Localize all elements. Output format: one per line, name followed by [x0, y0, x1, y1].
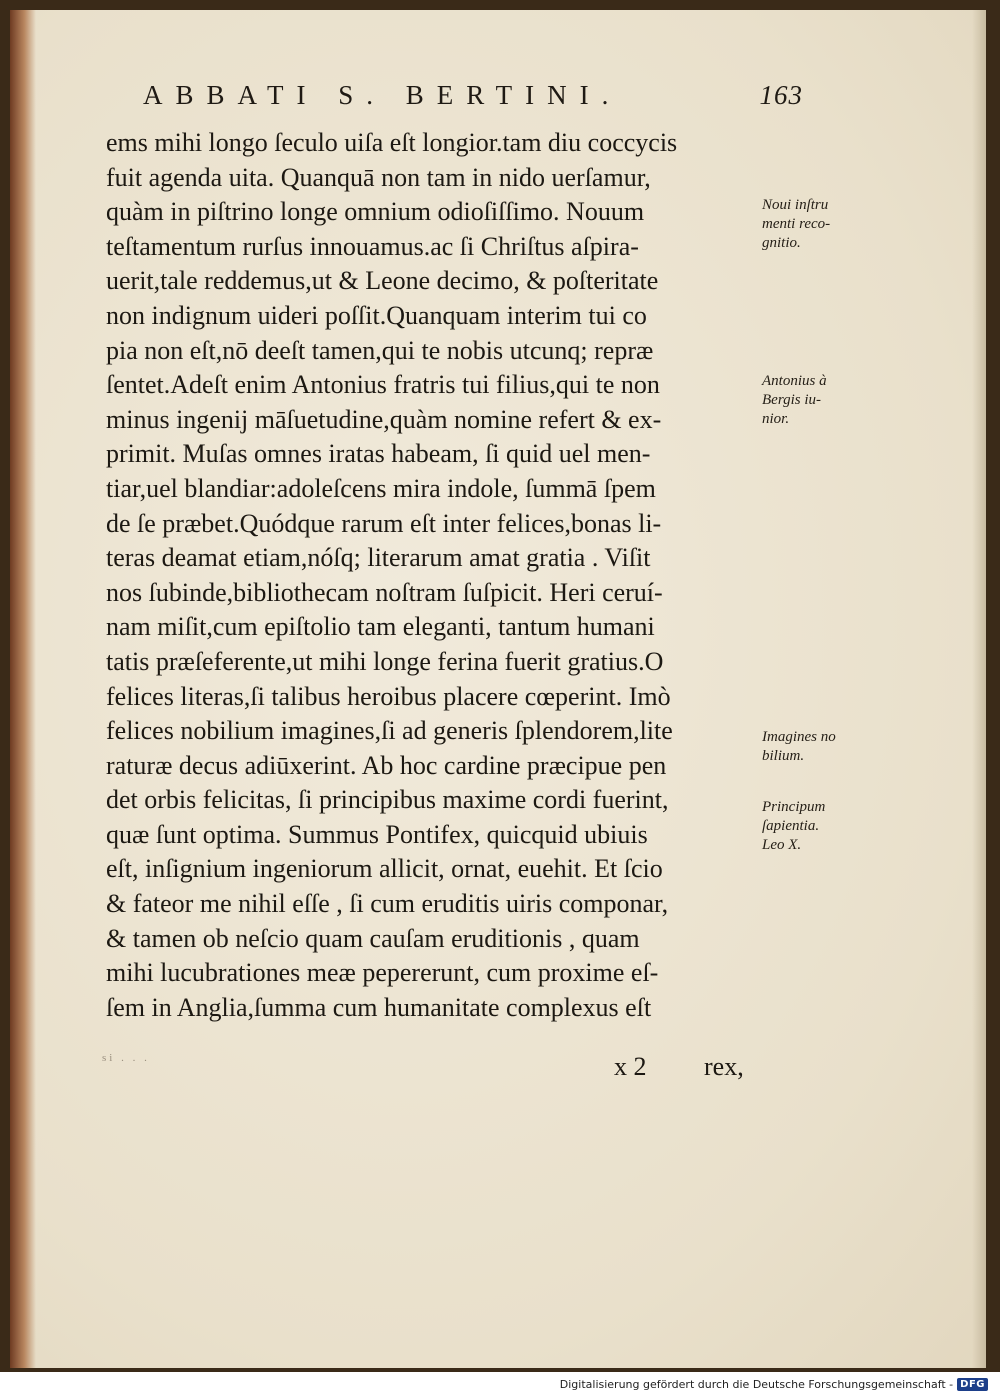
text-line: fuit agenda uita. Quanquā non tam in nido uerſamur,	[106, 162, 651, 192]
text-line: ſem in Anglia,ſumma cum humanitate complexus eſt	[106, 992, 652, 1022]
text-line: pia non eſt,nō deeſt tamen,qui te nobis utcunq; repræ	[106, 335, 654, 365]
text-line: felices nobilium imagines,ſi ad generis ſplendorem,lite	[106, 716, 673, 746]
stray-mark: si . . .	[102, 1052, 150, 1064]
page-number: 163	[759, 80, 803, 110]
text-line: teſtamentum rurſus innouamus.ac ſi Chriſtus aſpira-	[106, 231, 639, 261]
text-line: nos ſubinde,bibliothecam noſtram ſuſpicit. Heri ceruí-	[106, 577, 663, 607]
margin-note-line: bilium.	[762, 748, 805, 764]
running-head-title: ABBATI S. BERTINI.	[143, 80, 622, 110]
text-line: minus ingenij māſuetudine,quàm nomine refert & ex-	[106, 404, 662, 434]
text-line: teras deamat etiam,nóſq; literarum amat gratia . Viſit	[106, 543, 651, 573]
text-line: primit. Muſas omnes iratas habeam, ſi quid uel men-	[106, 439, 651, 469]
margin-note-line: Antonius à	[762, 373, 827, 389]
text-line: uerit,tale reddemus,ut & Leone decimo, & poſteritate	[106, 266, 659, 296]
margin-note-line: gnitio.	[762, 235, 801, 251]
footer-credit	[560, 1375, 988, 1393]
text-line: mihi lucubrationes meæ pepererunt, cum proxime eſ-	[106, 958, 659, 988]
text-line: raturæ decus adiūxerint. Ab hoc cardine præcipue pen	[106, 750, 667, 780]
page-right-edge	[972, 10, 986, 1368]
text-line: & tamen ob neſcio quam cauſam eruditionis , quam	[106, 923, 640, 953]
margin-note-line: Principum	[762, 799, 826, 815]
margin-note-line: Bergis iu-	[762, 392, 822, 408]
text-line: ems mihi longo ſeculo uiſa eſt longior.tam diu coccycis	[106, 128, 678, 157]
text-line: quæ ſunt optima. Summus Pontifex, quicquid ubiuis	[106, 819, 648, 849]
text-line: nam miſit,cum epiſtolio tam eleganti, tantum humani	[106, 612, 655, 642]
margin-note-imagines	[762, 728, 882, 766]
margin-note-testament	[762, 196, 882, 253]
margin-note-line: Leo X.	[762, 837, 802, 853]
dfg-logo: DFG	[957, 1378, 988, 1391]
text-line: & fateor me nihil eſſe , ſi cum eruditis uiris componar,	[106, 889, 669, 919]
running-head	[143, 80, 803, 116]
text-line: de ſe præbet.Quódque rarum eſt inter felices,bonas li-	[106, 508, 662, 538]
text-line: non indignum uideri poſſit.Quanquam interim tui co	[106, 300, 647, 330]
footer-credit-text: Digitalisierung gefördert durch die Deutsche Forschungsgemeinschaft -	[559, 1377, 954, 1391]
text-line: felices literas,ſi talibus heroibus placere cœperint. Imò	[106, 681, 671, 711]
margin-note-line: Noui inſtru	[762, 197, 829, 213]
text-line: eſt, inſignium ingeniorum allicit, ornat, euehit. Et ſcio	[106, 854, 663, 884]
text-line: tiar,uel blandiar:adoleſcens mira indole, ſummā ſpem	[106, 473, 656, 503]
margin-note-line: nior.	[762, 411, 790, 427]
text-line: ſentet.Adeſt enim Antonius fratris tui filius,qui te non	[106, 370, 660, 400]
signature-line	[10, 1050, 986, 1086]
text-line: det orbis felicitas, ſi principibus maxime cordi fuerint,	[106, 785, 669, 815]
margin-note-line: Imagines no	[762, 729, 836, 745]
margin-note-line: menti reco-	[762, 216, 831, 232]
catchword: rex,	[704, 1052, 744, 1081]
text-line: quàm in piſtrino longe omnium odioſiſſimo. Nouum	[106, 197, 645, 227]
page-left-edge	[10, 10, 36, 1368]
margin-note-antonius	[762, 372, 882, 429]
margin-note-principum	[762, 798, 882, 855]
book-page	[10, 10, 986, 1368]
text-line: tatis præſeferente,ut mihi longe ferina fuerit gratius.O	[106, 646, 664, 676]
body-text	[106, 126, 756, 1025]
margin-note-line: ſapientia.	[762, 818, 820, 834]
signature-mark: x 2	[614, 1052, 647, 1081]
